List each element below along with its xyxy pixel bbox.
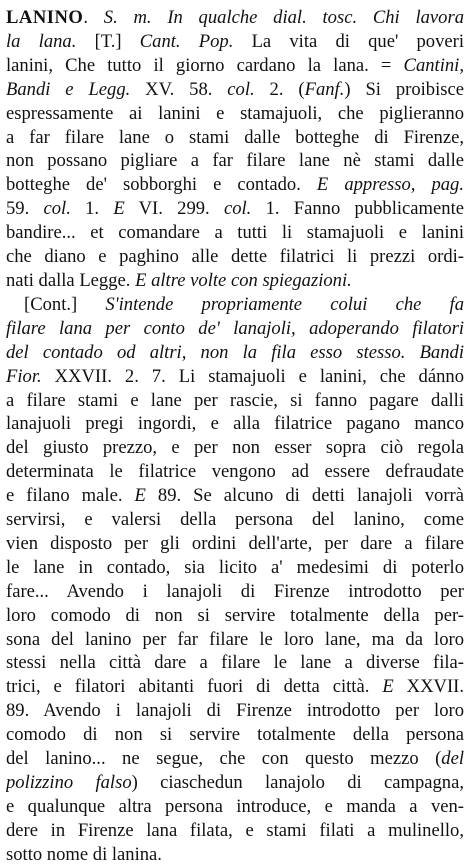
text-line [6, 460, 464, 484]
text-span: non possano pigliare a far filare lane nè stami dalle [6, 150, 464, 172]
text-span: 89. Avendo i lanajoli di Firenze introdotto per loro [6, 700, 464, 722]
text-span: 1. Fanno pubblicamente [251, 198, 464, 220]
text-span: e qualunque altra persona introduce, e manda a ven- [6, 795, 464, 817]
text-span: ) Si proibisce [344, 78, 464, 100]
italic-text: E altre volte con spiegazioni. [135, 269, 352, 291]
italic-text: del contado od altri, non la fila esso stesso. Bandi [6, 341, 464, 363]
text-line [6, 269, 464, 293]
italic-text: E [134, 485, 146, 507]
text-span: [Cont.] [24, 293, 106, 315]
text-span: lanajuoli pregi ingordi, e alla filatrice pagano manco [6, 413, 464, 435]
text-line [6, 747, 464, 771]
text-line [6, 102, 464, 126]
text-span: nati dalla Legge. [6, 269, 136, 291]
text-span: le lane in contado, sia licito a' medesimi di poterlo [6, 556, 464, 578]
text-line [6, 580, 464, 604]
text-span: e filano male. [6, 485, 135, 507]
text-span: vien disposto per gli ordini dell'arte, per dare a filare [6, 532, 464, 554]
text-span: sotto nome di lanina. [6, 843, 162, 865]
text-line [6, 149, 464, 173]
text-line [6, 436, 464, 460]
text-span: del giusto prezzo, e per non esser sopra ciò regola [6, 437, 464, 459]
text-line [6, 6, 464, 30]
text-span: del lanino... ne segue, che con questo mezzo ( [6, 748, 442, 770]
text-span: a filare stami e lane per rascie, si fanno pagare dalli [6, 389, 464, 411]
text-span: determinata le filatrice vengono ad essere defraudate [6, 461, 464, 483]
text-span: XXVII. 2. 7. Li stamajuoli e lanini, che dánno [41, 365, 464, 387]
text-span: stessi nella città dare a filare le lane a diverse fila- [6, 652, 464, 674]
italic-text: S'intende propriamente colui che fa [105, 293, 464, 315]
text-line [6, 54, 464, 78]
italic-text: E [382, 676, 394, 698]
text-line [6, 412, 464, 436]
italic-text: filare lana per conto de' lanajoli, adoperando filatori [6, 317, 464, 339]
text-span: botteghe de' sobborghi e contado. [6, 174, 317, 196]
italic-text: Fior. [6, 365, 42, 387]
italic-text: E appresso, pag. [316, 174, 464, 196]
text-line [6, 78, 464, 102]
text-line [6, 389, 464, 413]
text-span: [T.] [94, 30, 140, 52]
italic-text: Bandi e Legg. [6, 78, 131, 100]
text-line [6, 604, 464, 628]
text-span: fare... Avendo i lanajoli di Firenze introdotto per [6, 580, 464, 602]
text-span: VI. 299. [124, 198, 224, 220]
text-span: La vita di que' poveri [233, 30, 464, 52]
text-span: loro comodo di non si servire totalmente della per- [6, 604, 464, 626]
text-line [6, 173, 464, 197]
text-line [6, 221, 464, 245]
text-span: . [83, 7, 104, 28]
italic-text: Cant. Pop. [139, 30, 234, 52]
text-span: trici, e filatori abitanti fuori di detta città. [6, 676, 383, 698]
text-line [6, 819, 464, 843]
text-span: XXVII. [393, 676, 464, 698]
text-span: XV. 58. [130, 78, 228, 100]
text-line [6, 675, 464, 699]
italic-text: S. m. In qualche dial. tosc. Chi lavora [103, 7, 464, 28]
text-line [6, 197, 464, 221]
text-span: sona del lanino per far filare le loro lane, ma da loro [6, 628, 464, 650]
text-line [6, 843, 464, 867]
italic-text: col. [227, 78, 255, 100]
headword: LANINO [6, 7, 84, 28]
text-line [6, 532, 464, 556]
text-line [6, 508, 464, 532]
text-span: che diano e paghino alle dette filatrici li prezzi ordi- [6, 246, 464, 268]
text-span: servirsi, e valersi della persona del lanino, come [6, 509, 464, 531]
text-line [6, 795, 464, 819]
italic-text: del [441, 748, 464, 770]
text-span: 59. [6, 198, 44, 220]
text-span: a far filare lane o stami dalle botteghe di Firenze, [6, 126, 464, 148]
text-line [6, 365, 464, 389]
text-line [6, 341, 464, 365]
text-span: bandire... et comandare a tutti li stamajuoli e lanini [6, 222, 464, 244]
text-span: dere in Firenze lana filata, e stami filati a mulinello, [6, 819, 464, 841]
italic-text: E [113, 198, 125, 220]
italic-text: Fanf. [304, 78, 345, 100]
italic-text: col. [43, 198, 71, 220]
text-line [6, 556, 464, 580]
text-line [6, 293, 464, 317]
text-line [6, 484, 464, 508]
text-line [6, 126, 464, 150]
italic-text: col. [223, 198, 252, 220]
text-line [6, 245, 464, 269]
text-line [6, 699, 464, 723]
text-span: 89. Se alcuno di detti lanajoli vorrà [145, 485, 464, 507]
text-line [6, 771, 464, 795]
text-span: 2. ( [254, 78, 305, 100]
text-span: espressamente ai lanini e stamajuoli, che piglieranno [6, 102, 464, 124]
italic-text: Cantini, [403, 54, 464, 76]
text-line [6, 723, 464, 747]
text-span: lanini, Che tutto il giorno cardano la lana. = [6, 54, 404, 76]
text-line [6, 628, 464, 652]
text-span: ) ciaschedun lanajolo di campagna, [131, 772, 464, 793]
italic-text: la lana. [6, 30, 95, 52]
text-line [6, 30, 464, 54]
text-span: 1. [70, 198, 114, 220]
text-line [6, 317, 464, 341]
text-line [6, 651, 464, 675]
italic-text: polizzino falso [6, 772, 132, 793]
text-span: comodo di non si servire totalmente della persona [6, 724, 464, 746]
